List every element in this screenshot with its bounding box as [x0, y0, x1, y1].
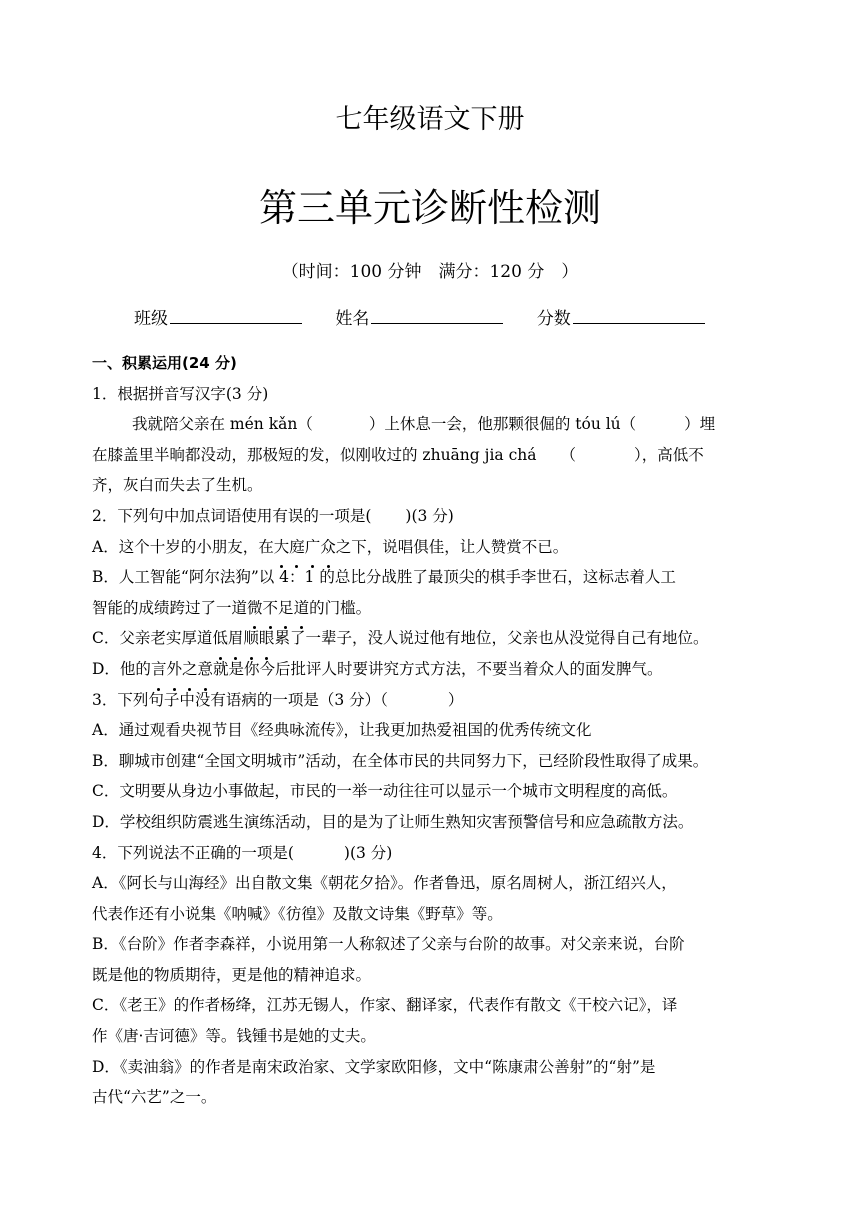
class-blank[interactable] [170, 305, 302, 324]
q3-stem [92, 685, 768, 716]
q3-option-d: D．学校组织防震逃生演练活动，目的是为了让师生熟知灾害预警信号和应急疏散方法。 [92, 812, 694, 831]
q1-line2-a: 在膝盖里半晌都没动，那极短的发，似刚收过的 zhuāng jia chá [92, 445, 537, 464]
class-field [134, 305, 302, 333]
q4-option-d-line2: 古代“六艺”之一。 [92, 1088, 217, 1107]
q2-stem-a: 2．下列句中加点词语使用有误的一项是( [92, 506, 372, 525]
q4-option-a-line1: A．《阿长与山海经》出自散文集《朝花夕拾》。作者鲁迅，原名周树人，浙江绍兴人， [92, 874, 677, 893]
score-label: 分数 [536, 309, 571, 329]
q1-line1-b: ）上休息一会，他那颗很倔的 tóu lú（ [368, 415, 637, 434]
q4-option-d-line1: D．《卖油翁》的作者是南宋政治家、文学家欧阳修，文中“陈康肃公善射”的“射”是 [92, 1057, 656, 1076]
q4-option-b-line1: B．《台阶》作者李森祥，小说用第一人称叙述了父亲与台阶的故事。对父亲来说，台阶 [92, 935, 685, 954]
q4-option-a-line2: 代表作还有小说集《呐喊》《彷徨》及散文诗集《野草》等。 [92, 904, 503, 923]
score-blank[interactable] [573, 305, 705, 324]
dotted-char: 顺 [243, 623, 259, 654]
q2-stem [92, 501, 768, 532]
score-field [537, 305, 705, 333]
section-heading: 一、积累运用(24 分) [92, 354, 237, 372]
q3-option-b: B．聊城市创建“全国文明城市”活动，在全体市民的共同努力下，已经阶段性取得了成果。 [92, 751, 709, 770]
name-blank[interactable] [371, 305, 503, 324]
dotted-char: 言 [151, 654, 167, 685]
exam-body [92, 348, 768, 1113]
grade-subtitle: 七年级语文下册 [335, 104, 525, 135]
dotted-char: 之 [182, 654, 198, 685]
dotted-char: 众 [320, 532, 336, 563]
q2-option-b-line2: 智能的成绩跨过了一道微不足道的门槛。 [92, 593, 768, 624]
dotted-char: 不 [263, 593, 279, 624]
dotted-char: 足 [278, 593, 294, 624]
q1-stem: 1．根据拼音写汉字(3 分) [92, 384, 269, 403]
q2-option-c: C．父亲老实厚道低眉顺眼累了一辈子，没人说过他有地位，父亲也从没觉得自己有地位。 [92, 623, 768, 654]
q4-stem-a: 4．下列说法不正确的一项是( [92, 843, 294, 862]
name-field [335, 305, 503, 333]
q2-option-d: D．他的言外之意就是你今后批评人时要讲究方式方法，不要当着众人的面发脾气。 [92, 654, 768, 685]
dotted-char: 意 [197, 654, 213, 685]
dotted-char: 外 [166, 654, 182, 685]
q1-line2-c: ），高低不 [633, 445, 704, 464]
q4-option-c-line1: C．《老王》的作者杨绛，江苏无锡人，作家、翻译家，代表作有散文《干校六记》，译 [92, 996, 678, 1015]
q4-option-c-line2: 作《唐·吉诃德》等。钱锺书是她的丈夫。 [92, 1027, 376, 1046]
q1-line1-a: 我就陪父亲在 mén kǎn（ [132, 415, 313, 434]
q1-line2-b: （ [560, 445, 576, 464]
dotted-char: 道 [294, 593, 310, 624]
dotted-char: 微 [247, 593, 263, 624]
q2-stem-b: )(3 分) [405, 506, 454, 525]
exam-title: 第三单元诊断性检测 [258, 186, 601, 230]
name-label: 姓名 [335, 309, 370, 329]
dotted-char: 低 [212, 623, 228, 654]
dotted-char: 庭 [289, 532, 305, 563]
q2-option-b-line1: B．人工智能“阿尔法狗”以 4：1 的总比分战胜了最顶尖的棋手李世石，这标志着人工 [92, 568, 676, 587]
dotted-char: 眉 [228, 623, 244, 654]
dotted-char: 眼 [259, 623, 275, 654]
q4-stem-b: )(3 分) [343, 843, 393, 862]
q4-option-b-line2: 既是他的物质期待，更是他的精神追求。 [92, 965, 372, 984]
q2-option-a: A．这个十岁的小朋友，在大庭广众之下，说唱俱佳，让人赞赏不已。 [92, 532, 768, 563]
student-info-fields [134, 305, 814, 333]
time-score-info: （时间：100 分钟 满分：120 分 ） [281, 262, 579, 282]
q1-line1-c: ）埋 [684, 415, 716, 434]
dotted-char: 大 [274, 532, 290, 563]
q1-line1 [92, 409, 768, 440]
dotted-char: 广 [305, 532, 321, 563]
q3-stem-b: ） [447, 690, 464, 709]
class-label: 班级 [134, 309, 168, 329]
q1-line3: 齐，灰白而失去了生机。 [92, 476, 263, 495]
q4-stem [92, 838, 768, 869]
q3-option-c: C．文明要从身边小事做起，市民的一举一动往往可以显示一个城市文明程度的高低。 [92, 782, 678, 801]
q3-option-a: A．通过观看央视节目《经典咏流传》，让我更加热爱祖国的优秀传统文化 [92, 721, 592, 740]
q3-stem-a: 3．下列句子中没有语病的一项是（3 分）（ [92, 690, 388, 709]
q1-line2 [92, 440, 768, 471]
